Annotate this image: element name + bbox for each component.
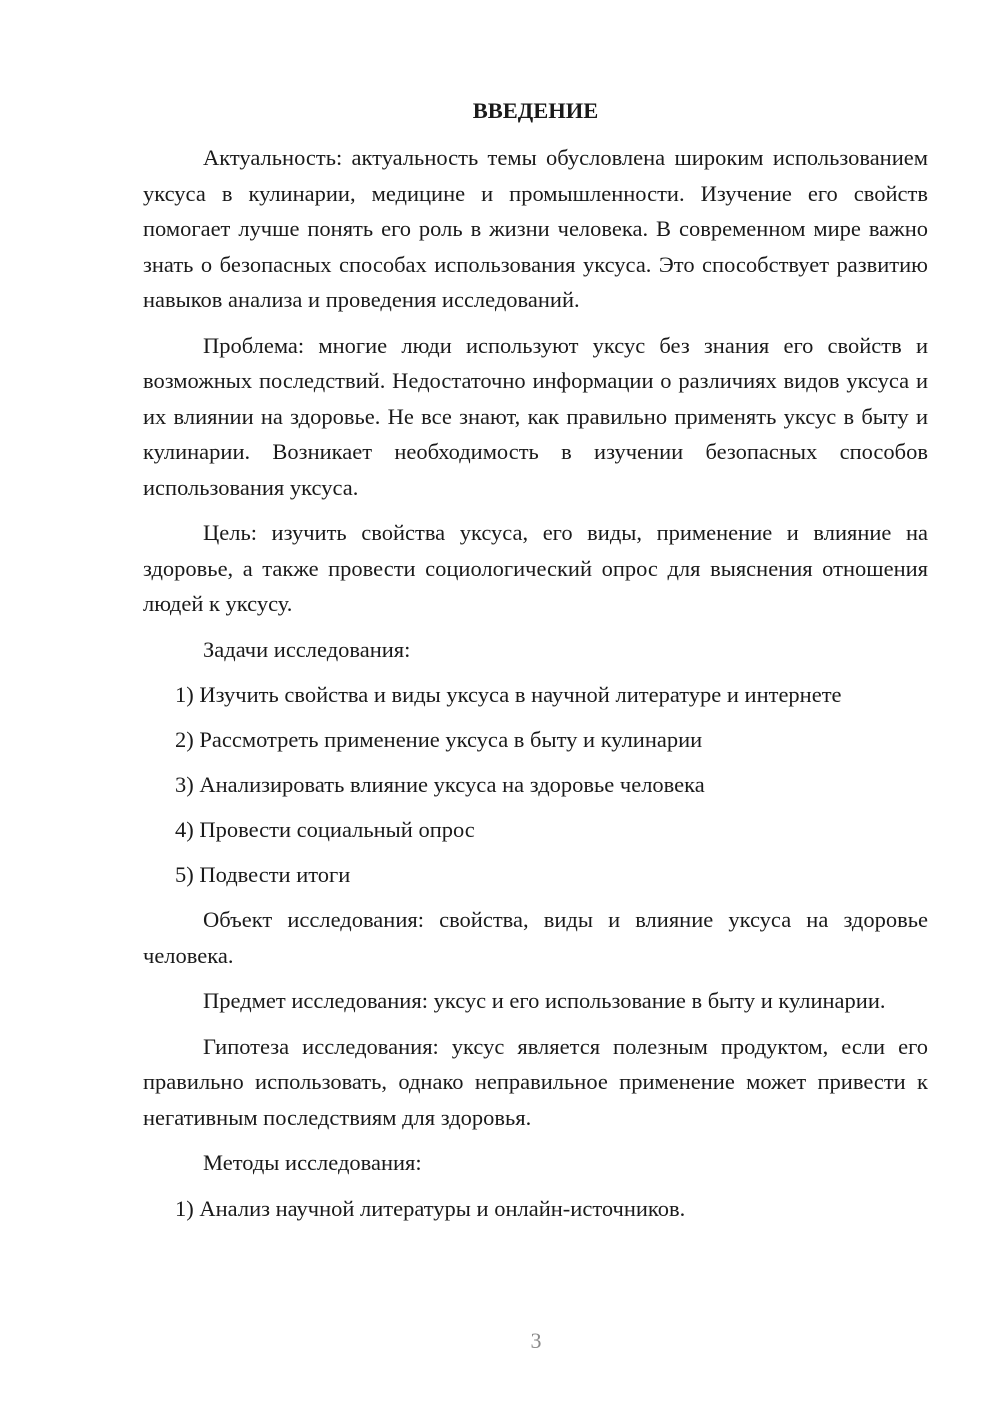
problem-paragraph: Проблема: многие люди используют уксус без знания его свойств и возможных последствий. Недостаточно информации о различиях видов уксуса и их влиянии на здоровье. Не все знают, как правильно применять уксус в быту и кулинарии. Возникает необходимость в изучении безопасных способов использования уксуса. xyxy=(143,332,928,500)
methods-heading: Методы исследования: xyxy=(203,1150,422,1175)
relevance-paragraph: Актуальность: актуальность темы обусловлена широким использованием уксуса в кулинарии, медицине и промышленности. Изучение его свойств помогает лучше понять его роль в жизни человека. В современном мире важно знать о безопасных способах использования уксуса. Это способствует развитию навыков анализа и проведения исследований. xyxy=(143,145,928,312)
page-number: 3 xyxy=(530,1328,542,1353)
object-paragraph: Объект исследования: свойства, виды и влияние уксуса на здоровье человека. xyxy=(143,907,928,968)
task-item: 5) Подвести итоги xyxy=(175,862,351,887)
tasks-list xyxy=(143,677,928,892)
page-content xyxy=(143,96,928,1236)
method-item: 1) Анализ научной литературы и онлайн-источников. xyxy=(175,1195,686,1221)
task-item: 3) Анализировать влияние уксуса на здоровье человека xyxy=(175,772,705,797)
task-item: 2) Рассмотреть применение уксуса в быту и кулинарии xyxy=(175,727,703,752)
tasks-heading: Задачи исследования: xyxy=(203,636,411,662)
subject-paragraph: Предмет исследования: уксус и его использование в быту и кулинарии. xyxy=(203,988,886,1013)
section-title: ВВЕДЕНИЕ xyxy=(472,98,599,123)
methods-list xyxy=(143,1191,928,1226)
task-item: 4) Провести социальный опрос xyxy=(175,817,475,842)
hypothesis-paragraph: Гипотеза исследования: уксус является полезным продуктом, если его правильно использовать, однако неправильное применение может привести к негативным последствиям для здоровья. xyxy=(143,1033,928,1130)
task-item: 1) Изучить свойства и виды уксуса в научной литературе и интернете xyxy=(175,682,842,707)
goal-paragraph: Цель: изучить свойства уксуса, его виды, применение и влияние на здоровье, а также провести социологический опрос для выяснения отношения людей к уксусу. xyxy=(143,520,928,616)
